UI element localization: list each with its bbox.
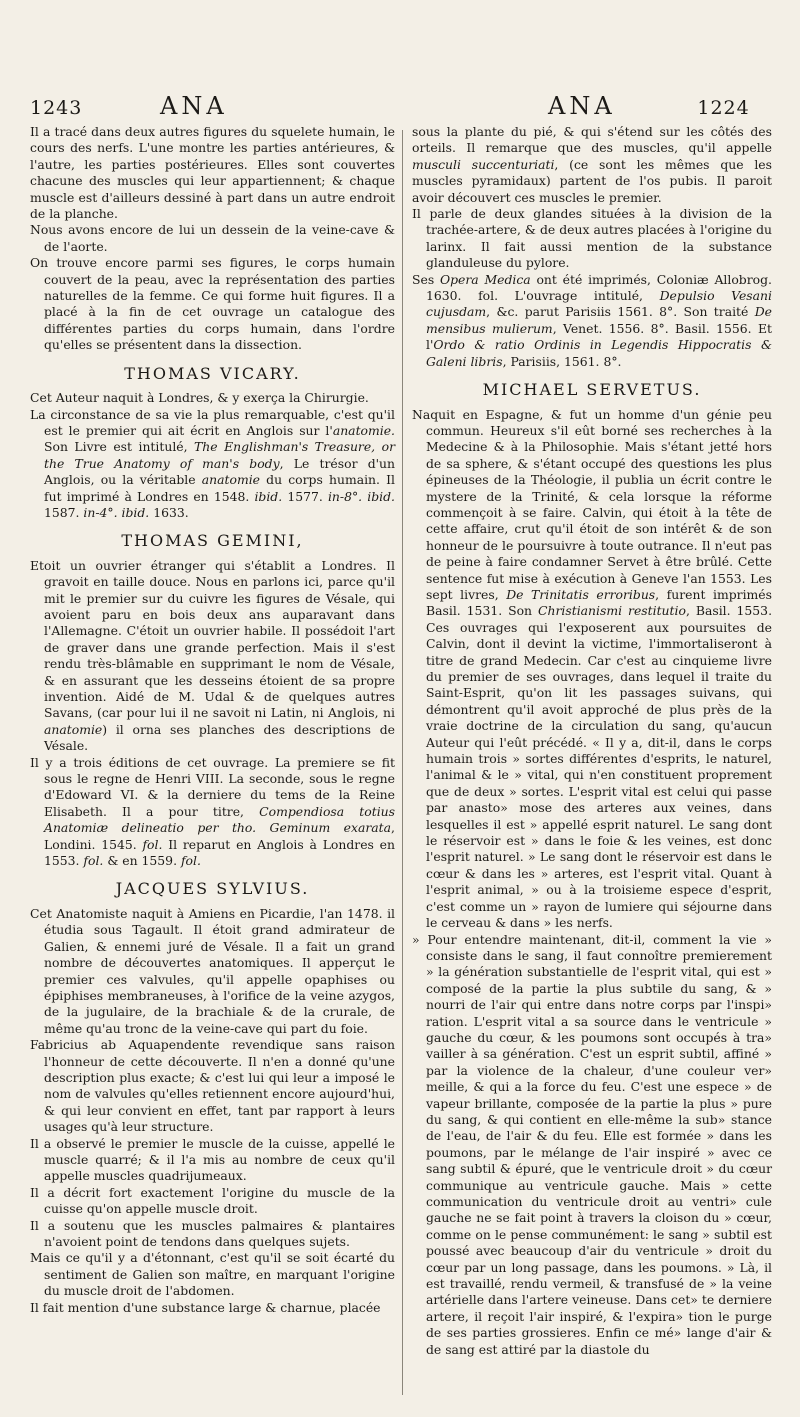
paragraph: Il a observé le premier le muscle de la cuisse, appellé le muscle quarré; & il l'a mis au nombre de ceux qu'il appelle muscles quadrijumeaux.	[30, 1135, 395, 1184]
right-running-title: ANA	[548, 92, 616, 120]
text-run: Naquit en Espagne, & fut un homme d'un génie peu commun. Heureux s'il eût borné ses recherches à la Medecine & à la Philosophie. Mais s'étant jetté hors de sa sphere, & s'étant occupé des questions les plus épineuses de la Théologie, il publia un écrit contre le mystere de la Trinité, & cela lorsque la réforme commençoit à se faire. Calvin, qui étoit à la tête de cette affaire, crut qu'il étoit de son intérêt & de son honneur de le poursuivre à toute outrance. Il n'eut pas de peine à faire condamner Servet à être brûlé. Cette sentence fut mise à exécution à Geneve l'an 1553. Les sept livres,	[412, 406, 772, 602]
text-run: , Londini. 1545.	[44, 820, 395, 852]
paragraph: Fabricius ab Aquapendente revendique sans raison l'honneur de cette découverte. Il n'en a donné qu'une description plus exacte; & c'est lui qui leur a imposé le nom de valvules qu'elles retiennent encore aujourd'hui, & qui leur convient en effet, tant par rapport à leurs usages qu'à leur structure.	[30, 1037, 395, 1135]
paragraph: On trouve encore parmi ses figures, le corps humain couvert de la peau, avec la représentation des parties naturelles de la femme. Ce qui forme huit figures. Il a placé à la fin de cet ouvrage un catalogue des différentes parties du corps humain, dans l'ordre qu'elles se présentent dans la dissection.	[30, 255, 395, 353]
italic-run: Opera Medica	[439, 271, 531, 287]
italic-run: ibid.	[254, 488, 283, 504]
text-run: , (ce sont les mêmes que les muscles pyramidaux) partent de l'os pubis. Il paroit avoir découvert ces muscles le premier.	[412, 156, 773, 205]
italic-run: De Trinitatis erroribus	[506, 586, 656, 602]
italic-run: Depulsio Vesani cujusdam	[426, 288, 772, 320]
paragraph: Il a décrit fort exactement l'origine du muscle de la cuisse qu'on appelle muscle droit.	[30, 1184, 395, 1217]
italic-run: fol.	[83, 853, 104, 869]
text-run: Son Livre est intitulé,	[44, 439, 195, 455]
text-run: du corps humain. Il fut imprimé à Londres en 1548.	[44, 472, 395, 504]
italic-run: in-4°. ibid.	[83, 504, 150, 520]
left-header	[30, 92, 228, 122]
text-run: 1587.	[44, 504, 84, 520]
column-divider	[402, 130, 403, 1395]
text-run: ) il orna ses planches des descriptions de Vésale.	[44, 721, 395, 754]
text-run: , Le trésor d'un Anglois, ou la véritable	[44, 455, 395, 488]
section-heading-servetus: MICHAEL SERVETUS.	[482, 380, 702, 400]
italic-run: Compendiosa totius Anatomiæ delineatio per tho. Geminum exarata	[44, 803, 395, 836]
text-run: Ses	[412, 271, 440, 287]
text-run: Etoit un ouvrier étranger qui s'établit a Londres. Il gravoit en taille douce. Nous en parlons ici, parce qu'il mit le premier sur du cuivre les figures de Vésale, qui avoient paru en bois deux ans auparavant dans l'Allemagne. C'étoit un ouvrier habile. Il possédoit l'art de graver dans une grande perfection. Mais il s'est rendu très-blâmable en supprimant le nom de Vésale, & en assurant que les desseins étoient de sa propre invention. Aidé de M. Udal & de quelques autres Savans, (car pour lui il ne savoit ni Latin, ni Anglois, ni	[30, 557, 395, 721]
text-run: La circonstance de sa vie la plus remarquable, c'est qu'il est le premier qui ait écrit en Anglois sur l'	[30, 406, 395, 438]
text-run: 1577.	[282, 488, 328, 504]
text-run: , furent imprimés Basil. 1531. Son	[426, 586, 772, 619]
italic-run: in-8°. ibid.	[327, 488, 395, 504]
left-running-title: ANA	[160, 92, 228, 120]
paragraph	[412, 124, 772, 206]
paragraph	[412, 272, 772, 370]
paragraph: Cet Auteur naquit à Londres, & y exerça la Chirurgie.	[30, 390, 369, 406]
text-run: sous la plante du pié, & qui s'étend sur les côtés des orteils. Il remarque que des muscles, qu'il appelle	[412, 124, 772, 156]
italic-run: anatomie	[201, 472, 261, 488]
italic-run: The Englishman's Treasure, or the True Anatomy of man's body	[44, 439, 395, 471]
quoted-paragraph: » Pour entendre maintenant, dit-il, comment la vie » consiste dans le sang, il faut connoître premierement » la génération substantielle de l'esprit vital, qui est » composé de la partie la plus subtile du sang, & » nourri de l'air qui entre dans notre corps par l'inspi» ration. L'esprit vital a sa source dans le ventricule » gauche du cœur, & les poumons sont occupés à tra» vailler à sa génération. C'est un esprit subtil, affiné » par la violence de la chaleur, d'une couleur ver» meille, & qui a la force du feu. C'est une espece » de vapeur brillante, composée de la partie la plus » pure du sang, & qui contient en elle-même la sub» stance de l'eau, de l'air & du feu. Elle est formée » dans les poumons, par le mélange de l'air inspiré » avec ce sang subtil & épuré, que le ventricule droit » du cœur communique au ventricule gauche. Mais » cette communication du ventricule droit au ventri» cule gauche ne se fait point à travers la cloison du » cœur, comme on le pense communément: le sang » subtil est poussé avec beaucoup d'air du ventricule » droit du cœur par un long passage, dans les poumons. » Là, il est travaillé, rendu vermeil, & transfusé de » la veine artérielle dans l'artere veineuse. Dans cet» te derniere artere, il reçoit l'air inspiré, & l'expira» tion le purge de ses parties grossieres. Enfin ce mé» lange d'air & de sang est attiré par la diastole du	[412, 931, 772, 1357]
text-run: , &c. parut Parisiis 1561. 8°. Son traité	[486, 304, 755, 320]
paragraph: Il a soutenu que les muscles palmaires & plantaires n'avoient point de tendons dans quelques sujets.	[30, 1217, 395, 1249]
paragraph: Il fait mention d'une substance large & charnue, placée	[30, 1299, 381, 1315]
italic-run: fol.	[180, 853, 201, 869]
paragraph	[30, 755, 395, 870]
text-run: Il y a trois éditions de cet ouvrage. La premiere se fit sous le regne de Henri VIII. La seconde, sous le regne d'Edoward VI. & la derniere du tems de la Reine Elisabeth. Il a pour titre,	[30, 754, 395, 819]
right-column	[412, 124, 772, 1358]
paragraph: Cet Anatomiste naquit à Amiens en Picardie, l'an 1478. il étudia sous Tagault. Il étoit grand admirateur de Galien, & ennemi juré de Vésale. Il a fait un grand nombre de découvertes anatomiques. Il apperçut le premier ces valvules, qu'il appelle opaphises ou épiphises membraneuses, à l'orifice de la veine azygos, de la jugulaire, de la brachiale & de la crurale, de même qu'au tronc de la veine-cave qui part du foie.	[30, 905, 395, 1036]
text-run: , Parisiis, 1561. 8°.	[502, 353, 622, 369]
text-run: ont été imprimés, Coloniæ Allobrog. 1630. fol. L'ouvrage intitulé,	[426, 271, 772, 304]
paragraph	[412, 407, 772, 932]
italic-run: musculi succenturiati	[412, 156, 555, 172]
paragraph: Mais ce qu'il y a d'étonnant, c'est qu'il se soit écarté du sentiment de Galien son maître, en marquant l'origine du muscle droit de l'abdomen.	[30, 1250, 395, 1299]
right-page-number: 1224	[697, 97, 750, 119]
section-heading-sylvius: JACQUES SYLVIUS.	[115, 879, 310, 899]
italic-run: anatomie.	[332, 422, 395, 438]
text-run: Il reparut en Anglois à Londres en 1553.	[44, 836, 395, 869]
text-run: , Venet. 1556. 8°. Basil. 1556. Et l'	[426, 320, 772, 353]
right-header	[548, 92, 750, 122]
italic-run: De mensibus mulierum	[426, 304, 772, 336]
paragraph: Il a tracé dans deux autres figures du squelete humain, le cours des nerfs. L'une montre les parties antérieures, & l'autre, les parties postérieures. Elles sont couvertes chacune des muscles qui leur appartiennent; & chaque muscle est d'ailleurs dessiné à part dans un autre endroit de la planche.	[30, 124, 395, 222]
italic-run: Christianismi restitutio	[538, 603, 686, 619]
italic-run: fol.	[142, 836, 163, 852]
paragraph: Il parle de deux glandes situées à la division de la trachée-artere, & de deux autres placées à l'origine du larinx. Il fait aussi mention de la substance glanduleuse du pylore.	[412, 206, 772, 271]
text-run: & en 1559.	[103, 853, 181, 869]
paragraph: Nous avons encore de lui un dessein de la veine-cave & de l'aorte.	[30, 222, 395, 254]
text-run: , Basil. 1553. Ces ouvrages qui l'exposerent aux poursuites de Calvin, dont il devint la victime, l'immortaliseront à titre de grand Medecin. Car c'est au cinquieme livre du premier de ses ouvrages, dans lequel il traite du Saint-Esprit, qu'on lit les passages suivans, qui démontrent qu'il avoit approché de plus près de la vraie doctrine de la circulation du sang, qu'aucun Auteur qui l'eût précédé. « Il y a, dit-il, dans le corps humain trois » sortes différentes d'esprits, le naturel, l'animal & le » vital, qui n'en constituent proprement que de deux » sortes. L'esprit vital est celui qui passe par anasto» mose des arteres aux veines, dans lesquelles il est » appellé esprit naturel. Le sang dont le réservoir est » dans le foie & les veines, est donc l'esprit naturel. » Le sang dont le réservoir est dans le cœur & dans les » arteres, est l'esprit vital. Quant à l'esprit animal, » ou à la troisieme espece d'esprit, c'est comme un » rayon de lumiere qui séjourne dans le cerveau & dans » les nerfs.	[426, 603, 773, 931]
text-run: 1633.	[149, 504, 189, 520]
left-page-number: 1243	[30, 97, 83, 119]
italic-run: Ordo & ratio Ordinis in Legendis Hippocratis & Galeni libris	[426, 337, 772, 369]
section-heading-vicary: THOMAS VICARY.	[124, 363, 301, 383]
paragraph	[30, 558, 395, 755]
paragraph	[30, 407, 395, 522]
italic-run: anatomie	[44, 721, 103, 737]
left-column	[30, 124, 395, 1316]
section-heading-gemini: THOMAS GEMINI,	[121, 531, 304, 551]
